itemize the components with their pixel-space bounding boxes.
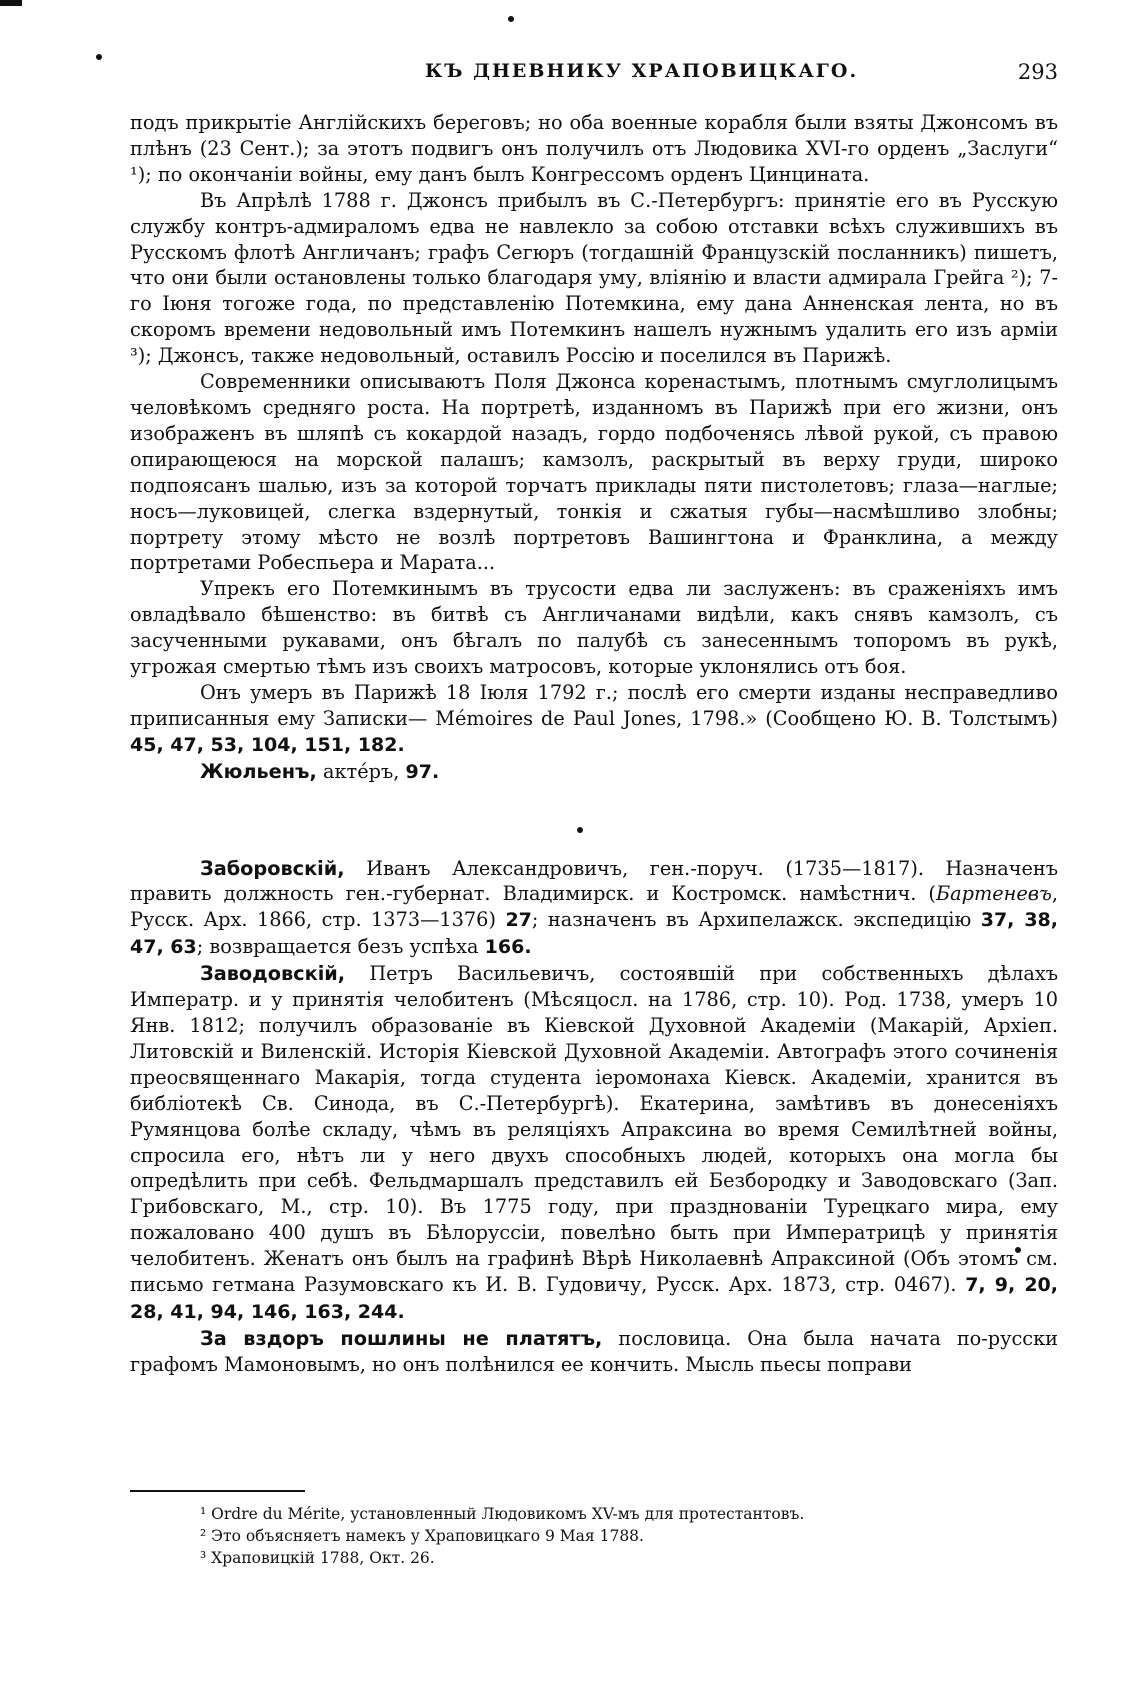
- jones-paragraph-2: Въ Апрѣлѣ 1788 г. Джонсъ прибылъ въ С.-Петербургъ: принятіе его въ Русскую службу контръ-адмираломъ едва не навлекло за собою отставки всѣхъ служившихъ въ Русскомъ флотѣ Англичанъ; графъ Сегюръ (тогдашній Французскій посланникъ) пишетъ, что они были остановлены только благодаря уму, вліянію и власти адмирала Грейга ²); 7-го Іюня тогоже года, по представленію Потемкина, ему дана Анненская лента, но въ скоромъ времени недовольный имъ Потемкинъ нашелъ нужнымъ удалить его изъ арміи ³); Джонсъ, также недовольный, оставилъ Россію и поселился въ Парижѣ.: [130, 188, 1058, 368]
- zaborovsky-text-3: ; возвращается безъ успѣха: [196, 935, 479, 959]
- section-gap: [130, 786, 1058, 856]
- jones-paragraph-3: Современники описываютъ Поля Джонса коренастымъ, плотнымъ смуглолицымъ человѣкомъ средняго роста. На портретѣ, изданномъ въ Парижѣ при его жизни, онъ изображенъ въ шляпѣ съ кокардой назадъ, гордо подбоченясь лѣвой рукой, съ правою опирающеюся на морской палашъ; камзолъ, раскрытый въ верху груди, широко подпоясанъ шалью, изъ за которой торчатъ приклады пяти пистолетовъ; глаза—наглые; носъ—луковицей, слегка вздернутый, тонкія и сжатыя губы—насмѣшливо злобны; портрету этому мѣсто не возлѣ портретовъ Вашингтона и Франклина, а между портретами Робеспьера и Марата...: [130, 370, 1058, 575]
- footnote-rule: [130, 1490, 305, 1492]
- jones-page-refs: 45, 47, 53, 104, 151, 182.: [130, 733, 405, 756]
- zaborovsky-author: Бартеневъ: [935, 882, 1052, 906]
- jones-paragraph-1: подъ прикрытіе Англійскихъ береговъ; но оба военные корабля были взяты Джонсомъ въ плѣнъ (23 Сент.); за этотъ подвигъ онъ получилъ отъ Людовика XVI-го орденъ „Заслуги“ ¹); по окончаніи войны, ему данъ былъ Конгрессомъ орденъ Цинцината.: [130, 111, 1058, 186]
- footnote-mark: ²: [200, 1527, 207, 1545]
- footnote-2: [200, 1525, 1020, 1547]
- footnote-1: [200, 1503, 1020, 1525]
- jones-text: Онъ умеръ въ Парижѣ 18 Іюля 1792 г.; послѣ его смерти изданы несправедливо приписанныя ему Записки— Mémoires de Paul Jones, 1798.» (Сообщено Ю. В. Толстымъ): [130, 680, 1058, 730]
- julien-name: Жюльенъ,: [200, 759, 317, 783]
- zavodovsky-entry: [130, 961, 1058, 1326]
- zavodovsky-name: Заводовскій,: [200, 962, 346, 986]
- zaborovsky-name: Заборовскій,: [200, 856, 345, 880]
- julien-desc: акте́ръ,: [323, 759, 400, 783]
- zaborovsky-entry: [130, 856, 1058, 962]
- scan-corner-mark: [0, 0, 22, 6]
- page-number: 293: [1017, 60, 1058, 84]
- running-title: КЪ ДНЕВНИКУ ХРАПОВИЦКАГО.: [425, 60, 859, 82]
- zaborovsky-refs: 37, 38, 47, 63: [130, 909, 1058, 959]
- julien-entry: [130, 759, 1058, 786]
- zaborovsky-ref: 27: [505, 909, 532, 932]
- footnote-text: Храповицкій 1788, Окт. 26.: [211, 1549, 435, 1567]
- footnote-text: Ordre du Mérite, установленный Людовикомъ XV-мъ для протестантовъ.: [211, 1505, 805, 1523]
- julien-page-refs: 97.: [405, 760, 440, 783]
- zavodovsky-text: Петръ Васильевичъ, состоявшій при собственныхъ дѣлахъ Императр. и у принятія челобитенъ (Мѣсяцосл. на 1786, стр. 10). Род. 1738, умеръ 10 Янв. 1812; получилъ образованіе въ Кіевской Духовной Академіи (Макарій, Архіеп. Литовскій и Виленскій. Исторія Кіевской Духовной Академіи. Автографъ этого сочиненія преосвященнаго Макарія, тогда студента іеромонаха Кіевск. Академіи, хранится въ библіотекѣ Св. Синода, въ С.-Петербургѣ). Екатерина, замѣтивъ въ донесеніяхъ Румянцова болѣе складу, чѣмъ въ реляціяхъ Апраксина во время Семилѣтней войны, спросила его, нѣтъ ли у него двухъ способныхъ людей, которыхъ она могла бы опредѣлить при себѣ. Фельдмаршалъ представилъ ей Безбородку и Заводовскаго (Зап. Грибовскаго, М., стр. 10). Въ 1775 году, при празднованіи Турецкаго мира, ему пожаловано 400 душъ въ Бѣлоруссіи, повелѣно быть при Императрицѣ у принятія челобитенъ. Женатъ онъ былъ на графинѣ Вѣрѣ Николаевнѣ Апраксиной (Объ этомъ см. письмо гетмана Разумовскаго къ И. В. Гудовичу, Русск. Арх. 1873, стр. 0467).: [130, 962, 1058, 1297]
- page-body: [130, 110, 1058, 1378]
- zavodovsky-page-refs: 7, 9, 20, 28, 41, 94, 146, 163, 244.: [130, 1274, 1058, 1323]
- jones-paragraph-4: Упрекъ его Потемкинымъ въ трусости едва ли заслуженъ: въ сраженіяхъ имъ овладѣвало бѣшенство: въ битвѣ съ Англичанами видѣли, какъ снявъ камзолъ, съ засученными рукавами, онъ бѣгалъ по палубѣ съ занесеннымъ топоромъ въ рукѣ, угрожая смертью тѣмъ изъ своихъ матросовъ, которые уклонялись отъ боя.: [130, 577, 1058, 679]
- zazdorov-entry: [130, 1326, 1058, 1378]
- footnote-3: [200, 1547, 1020, 1569]
- zazdorov-name: За вздоръ пошлины не платятъ,: [200, 1326, 603, 1350]
- scan-speck: [96, 54, 102, 60]
- footnotes: [200, 1503, 1020, 1569]
- footnote-mark: ¹: [200, 1505, 207, 1523]
- zaborovsky-ref-2: 166.: [484, 936, 532, 959]
- zazdorov-text: пословица. Она была начата по-русски графомъ Мамоновымъ, но онъ полѣнился ее кончить. Мысль пьесы поправи: [130, 1326, 1058, 1376]
- zaborovsky-text: Иванъ Александровичъ, ген.-поруч. (1735—1817). Назначенъ править должность ген.-губернат. Владимирск. и Костромск. намѣстнич. (: [130, 856, 1058, 906]
- page-header: [130, 60, 1058, 92]
- zaborovsky-source: , Русск. Арх. 1866, стр. 1373—1376): [130, 882, 1058, 932]
- footnote-mark: ³: [200, 1549, 207, 1567]
- footnote-text: Это объясняетъ намекъ у Храповицкаго 9 Мая 1788.: [211, 1527, 644, 1545]
- zaborovsky-text-2: ; назначенъ въ Архипелажск. экспедицію: [531, 908, 972, 932]
- jones-paragraph-5: [130, 680, 1058, 759]
- scan-speck: [508, 16, 514, 22]
